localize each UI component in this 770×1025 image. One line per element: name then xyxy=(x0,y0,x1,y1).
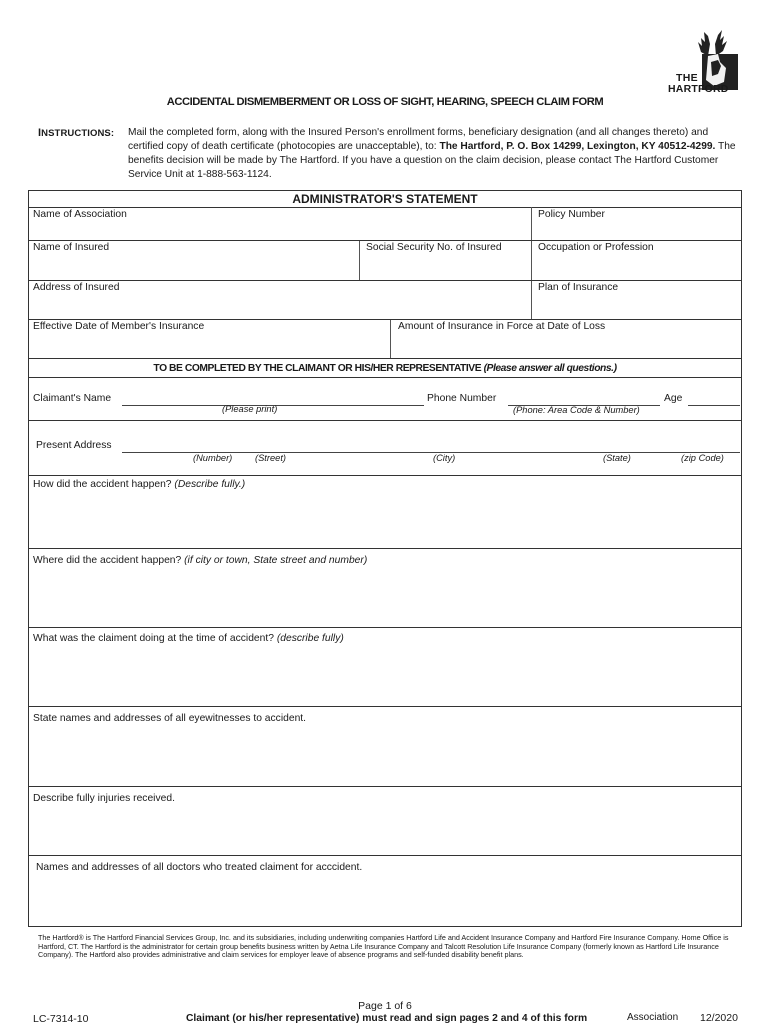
occupation-field[interactable]: Occupation or Profession xyxy=(538,242,654,253)
instructions-text: Mail the completed form, along with the Insured Person's enrollment forms, beneficiary designation (and all changes thereto) and certified copy of death certificate (photocopies are unacceptable), to: The Hartford, P. O. Box 14299, Lexington, KY 40512-4299. The benefits decision will be made by The Hartford. If you have a question on the claim decision, please contact The Hartford Customer Service Unit at 1-888-563-1124. xyxy=(128,127,736,180)
claimant-activity-field[interactable]: What was the claiment doing at the time of accident? (describe fully) xyxy=(33,633,344,644)
age-label: Age xyxy=(664,393,683,404)
disclaimer-text: The Hartford® is The Hartford Financial Services Group, Inc. and its subsidiaries, including underwriting companies Hartford Life and Accident Insurance Company and Hartford Fire Insurance Company. Home Office is Hartford, CT. The Hartford is the administrator for certain group benefits business written by Aetna Life Insurance Company and Talcott Resolution Life Insurance Company (formerly known as Hartford Life Insurance Company). The Hartford also provides administrative and claim services for employer leave of absence programs and self-funded disability benefit plans. xyxy=(38,933,729,960)
policy-number-field[interactable]: Policy Number xyxy=(538,209,605,220)
signature-note: Claimant (or his/her representative) must read and sign pages 2 and 4 of this form xyxy=(186,1013,588,1024)
form-title: ACCIDENTAL DISMEMBERMENT OR LOSS OF SIGHT, HEARING, SPEECH CLAIM FORM xyxy=(166,96,604,108)
age-input[interactable] xyxy=(688,405,740,406)
claimant-section-heading: TO BE COMPLETED BY THE CLAIMANT OR HIS/HER REPRESENTATIVE (Please answer all questions.) xyxy=(153,363,617,374)
instructions-label: INSTRUCTIONS: xyxy=(38,127,115,139)
where-accident-happened-field[interactable]: Where did the accident happen? (if city or town, State street and number) xyxy=(33,555,368,566)
address-number-hint: (Number) xyxy=(193,453,233,463)
form-number: LC-7314-10 xyxy=(33,1013,89,1025)
how-accident-happened-field[interactable]: How did the accident happen? (Describe fully.) xyxy=(33,479,246,490)
name-of-association-field[interactable]: Name of Association xyxy=(33,209,127,220)
association-label: Association xyxy=(627,1012,679,1023)
plan-of-insurance-field[interactable]: Plan of Insurance xyxy=(538,282,619,293)
phone-number-hint: (Phone: Area Code & Number) xyxy=(513,405,640,415)
injuries-received-field[interactable]: Describe fully injuries received. xyxy=(33,793,175,804)
phone-number-label: Phone Number xyxy=(427,393,497,404)
form-date: 12/2020 xyxy=(700,1012,738,1024)
claimant-name-hint: (Please print) xyxy=(222,404,278,414)
eyewitnesses-field[interactable]: State names and addresses of all eyewitnesses to accident. xyxy=(33,713,307,724)
logo-the: THE xyxy=(676,72,698,84)
claimant-name-label: Claimant's Name xyxy=(33,393,112,404)
address-zip-hint: (zip Code) xyxy=(681,453,724,463)
mailing-address: The Hartford, P. O. Box 14299, Lexington, KY 40512-4299. xyxy=(439,141,716,152)
ssn-field[interactable]: Social Security No. of Insured xyxy=(366,242,502,253)
amount-of-insurance-field[interactable]: Amount of Insurance in Force at Date of Loss xyxy=(398,321,606,332)
name-of-insured-field[interactable]: Name of Insured xyxy=(33,242,110,253)
treating-doctors-field[interactable]: Names and addresses of all doctors who treated claiment for acccident. xyxy=(36,862,363,873)
logo-hartford: HARTFORD xyxy=(668,83,729,95)
address-state-hint: (State) xyxy=(603,453,631,463)
page-number: Page 1 of 6 xyxy=(358,1000,412,1012)
address-city-hint: (City) xyxy=(433,453,456,463)
address-street-hint: (Street) xyxy=(255,453,286,463)
administrator-statement-heading: ADMINISTRATOR'S STATEMENT xyxy=(292,192,478,206)
present-address-label: Present Address xyxy=(36,440,112,451)
address-of-insured-field[interactable]: Address of Insured xyxy=(33,282,120,293)
effective-date-field[interactable]: Effective Date of Member's Insurance xyxy=(33,321,205,332)
